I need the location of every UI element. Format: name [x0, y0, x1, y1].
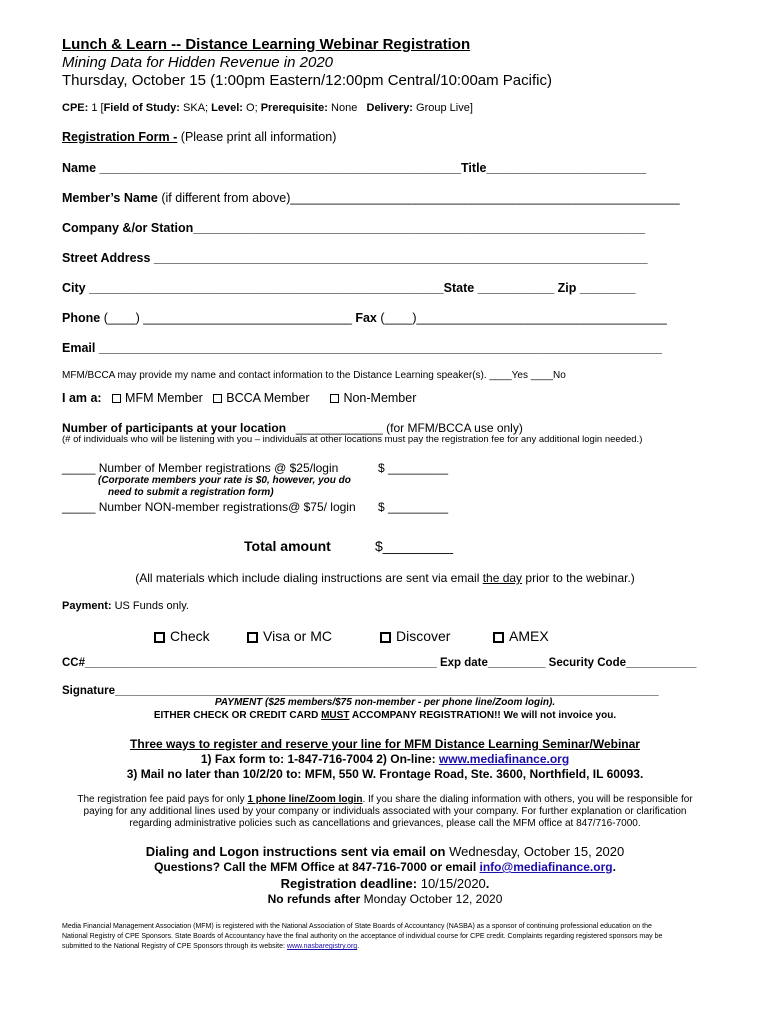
dialing-instructions: Dialing and Logon instructions sent via email on Wednesday, October 15, 2020 — [145, 844, 625, 859]
fee-note-line-3: regarding administrative policies such as cancellations and grievances, please call the MFM office at 847/716-7000. — [129, 818, 641, 829]
member-name-field[interactable]: Member’s Name (if different from above)________________________________________________________ — [62, 191, 680, 205]
checkbox-icon[interactable] — [380, 632, 391, 643]
ways-heading: Three ways to register and reserve your line for MFM Distance Learning Seminar/Webinar — [130, 737, 640, 751]
participants-note: (# of individuals who will be listening with you – individuals at other locations must pay the registration fee for any additional login needed.) — [62, 434, 643, 445]
checkbox-icon[interactable] — [112, 394, 121, 403]
option-discover[interactable]: Discover — [380, 628, 450, 644]
option-visa-mc[interactable]: Visa or MC — [247, 628, 332, 644]
ways-fax-online: 1) Fax form to: 1-847-716-7004 2) On-line: www.mediafinance.org — [200, 752, 570, 766]
registration-deadline: Registration deadline: 10/15/2020. — [280, 876, 490, 891]
checkbox-icon[interactable] — [493, 632, 504, 643]
ways-mail: 3) Mail no later than 10/2/20 to: MFM, 550 W. Frontage Road, Ste. 3600, Northfield, IL 60093. — [126, 767, 644, 781]
corporate-note-1: (Corporate members your rate is $0, however, you do — [98, 475, 351, 486]
street-address-field[interactable]: Street Address _______________________________________________________________________ — [62, 251, 648, 265]
signature-field[interactable]: Signature_____________________________________________________________________________________ — [62, 685, 659, 697]
checkbox-icon[interactable] — [247, 632, 258, 643]
member-type-label: I am a: — [62, 391, 102, 405]
credit-card-field[interactable]: CC#_______________________________________________________ Exp date_________ Security Code___________ — [62, 657, 697, 669]
questions-contact: Questions? Call the MFM Office at 847-716-7000 or email info@mediafinance.org. — [154, 860, 616, 874]
cpe-info: CPE: 1 [Field of Study: SKA; Level: O; Prerequisite: None Delivery: Group Live] — [62, 102, 473, 114]
nasba-link[interactable]: www.nasbaregistry.org — [286, 943, 358, 950]
refund-policy: No refunds after Monday October 12, 2020 — [267, 892, 503, 906]
phone-fax-field[interactable]: Phone (____) ______________________________ Fax (____)____________________________________ — [62, 311, 667, 325]
materials-note: (All materials which include dialing instructions are sent via email the day prior to the webinar.) — [135, 571, 635, 585]
footer-line-3: submitted to the National Registry of CPE Sponsors through its website: www.nasbaregistry.org. — [62, 943, 360, 950]
total-amount-field[interactable]: $_________ — [375, 538, 453, 554]
nonmember-amount-field[interactable]: $ _________ — [378, 500, 449, 514]
payment-label: Payment: US Funds only. — [62, 600, 189, 612]
city-state-zip-field[interactable]: City ___________________________________________________State ___________ Zip ________ — [62, 281, 636, 295]
total-label: Total amount — [244, 538, 331, 554]
member-amount-field[interactable]: $ _________ — [378, 461, 449, 475]
footer-line-2: National Registry of CPE Sponsors. State Boards of Accountancy have the final authority on the acceptance of individual course for CPE credit. Complaints regarding registered sponsors may be — [62, 933, 663, 940]
footer-line-1: Media Financial Management Association (MFM) is registered with the National Association of State Boards of Accountancy (NASBA) as a sponsor of continuing professional education on the — [62, 923, 652, 930]
email-field[interactable]: Email _________________________________________________________________________________ — [62, 341, 662, 355]
company-field[interactable]: Company &/or Station_________________________________________________________________ — [62, 221, 646, 235]
participants-field[interactable]: Number of participants at your location _____________ (for MFM/BCCA use only) — [62, 421, 523, 435]
email-link[interactable]: info@mediafinance.org — [479, 860, 613, 874]
member-registrations-field[interactable]: _____ Number of Member registrations @ $25/login — [62, 461, 339, 475]
corporate-note-2: need to submit a registration form) — [108, 487, 274, 498]
fee-note-line-1: The registration fee paid pays for only 1 phone line/Zoom login. If you share the dialing information with others, you will be responsible for — [77, 794, 693, 805]
consent-question[interactable]: MFM/BCCA may provide my name and contact information to the Distance Learning speaker(s). ____Yes ____No — [62, 370, 566, 381]
page-title: Lunch & Learn -- Distance Learning Webinar Registration — [62, 36, 471, 53]
option-bcca-member[interactable]: BCCA Member — [213, 391, 309, 405]
option-amex[interactable]: AMEX — [493, 628, 549, 644]
checkbox-icon[interactable] — [154, 632, 165, 643]
option-non-member[interactable]: Non-Member — [330, 391, 416, 405]
member-type-group — [62, 391, 416, 405]
event-datetime: Thursday, October 15 (1:00pm Eastern/12:00pm Central/10:00am Pacific) — [62, 72, 552, 89]
fee-note-line-2: paying for any additional lines used by your company or individuals associated with your company. For further explanation or clarification — [83, 806, 687, 817]
payment-note: PAYMENT ($25 members/$75 non-member - per phone line/Zoom login). — [214, 697, 556, 708]
form-heading: Registration Form - (Please print all information) — [62, 130, 337, 144]
page-subtitle: Mining Data for Hidden Revenue in 2020 — [62, 54, 334, 71]
payment-requirement: EITHER CHECK OR CREDIT CARD MUST ACCOMPANY REGISTRATION!! We will not invoice you. — [153, 710, 617, 721]
website-link[interactable]: www.mediafinance.org — [438, 752, 570, 766]
option-mfm-member[interactable]: MFM Member — [112, 391, 203, 405]
checkbox-icon[interactable] — [213, 394, 222, 403]
checkbox-icon[interactable] — [330, 394, 339, 403]
nonmember-registrations-field[interactable]: _____ Number NON-member registrations@ $75/ login — [62, 500, 356, 514]
option-check[interactable]: Check — [154, 628, 210, 644]
name-field[interactable]: Name ____________________________________________________Title_______________________ — [62, 161, 647, 175]
